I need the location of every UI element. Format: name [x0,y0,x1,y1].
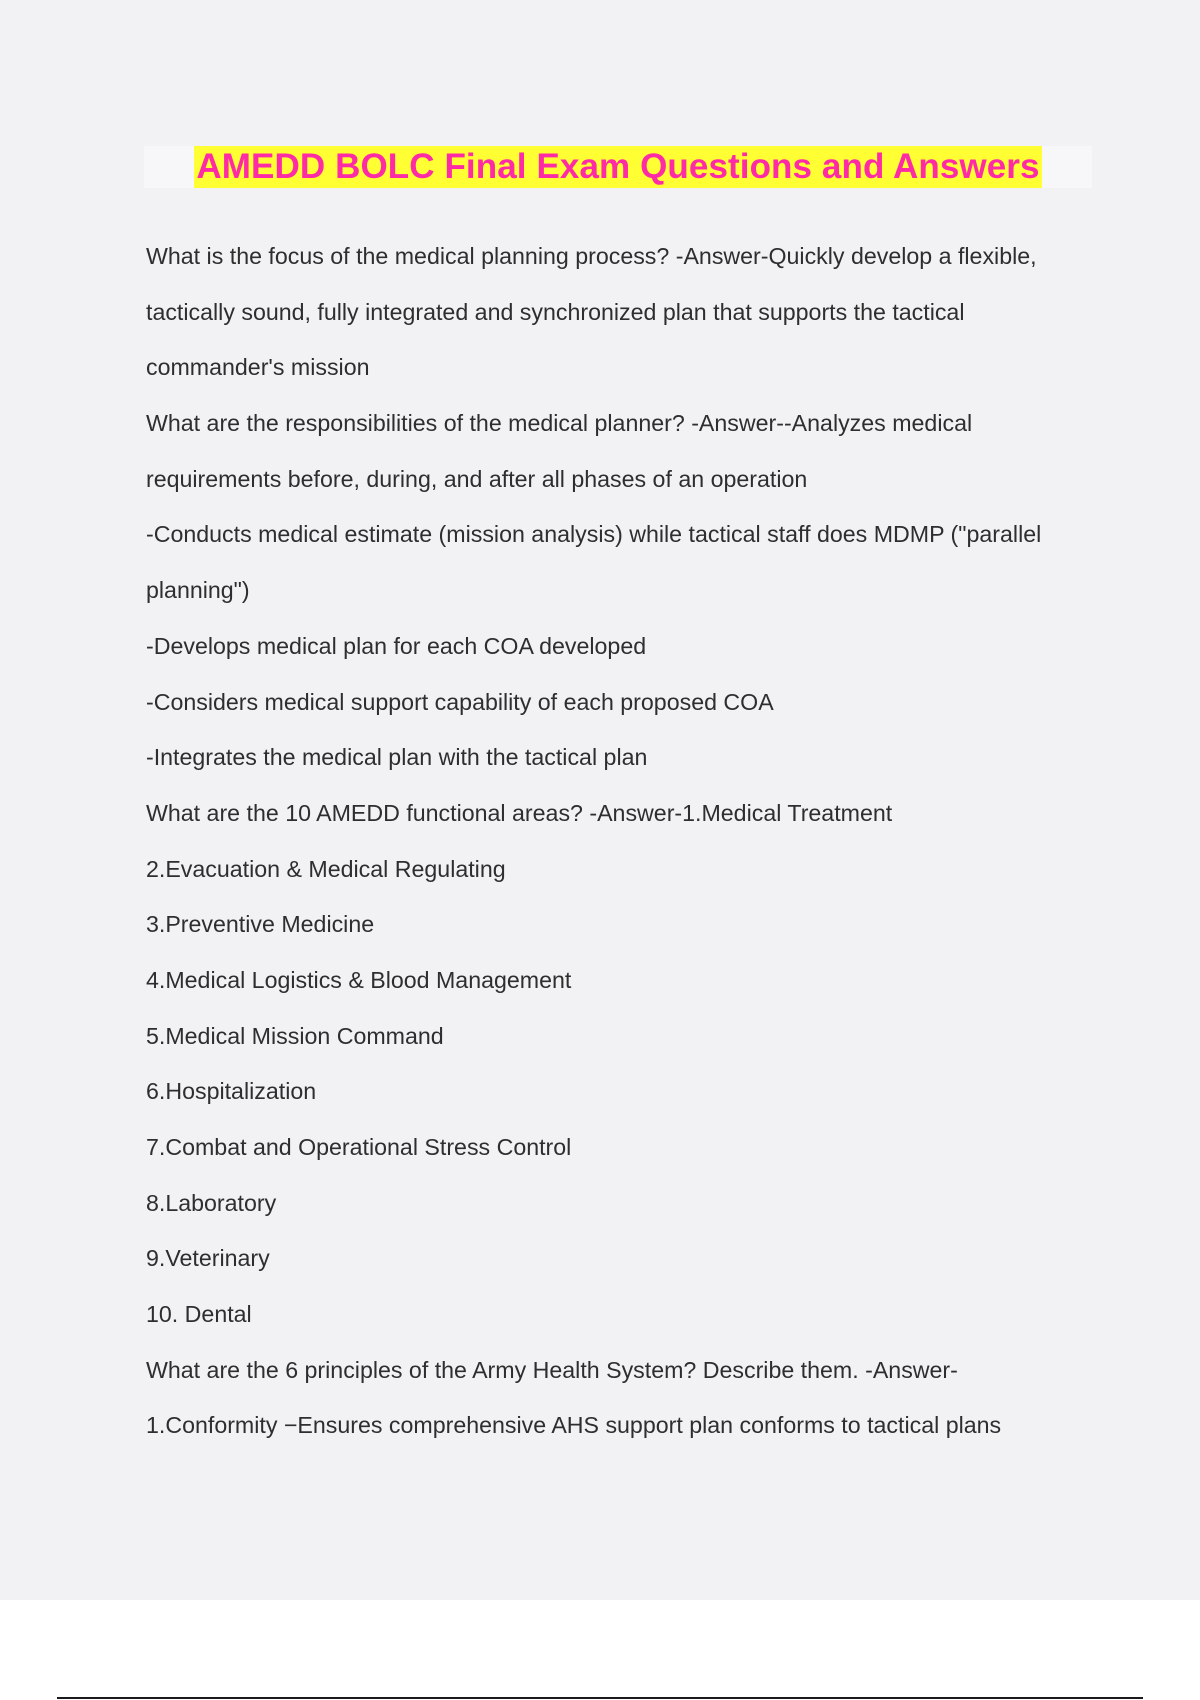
text-line-11: What are the 10 AMEDD functional areas? -Answer-1.Medical Treatment [146,799,893,826]
text-line-1: What is the focus of the medical planning process? -Answer-Quickly develop a flexible, [146,243,1037,269]
text-line-14: 4.Medical Logistics & Blood Management [146,966,572,993]
text-line-2: tactically sound, fully integrated and synchronized plan that supports the tactical [146,298,965,325]
text-line-21: What are the 6 principles of the Army Health System? Describe them. -Answer- [146,1356,958,1383]
text-line-17: 7.Combat and Operational Stress Control [146,1134,572,1160]
title-band [144,146,1092,188]
text-line-18: 8.Laboratory [146,1189,277,1216]
text-line-12: 2.Evacuation & Medical Regulating [146,855,506,882]
text-line-6: -Conducts medical estimate (mission analysis) while tactical staff does MDMP ("parallel [146,521,1042,548]
text-line-3: commander's mission [146,354,370,381]
text-line-7: planning") [146,577,250,604]
footer-divider [57,1697,1143,1699]
document-title: AMEDD BOLC Final Exam Questions and Answers [196,147,1040,186]
document-body [146,229,1086,1454]
text-line-22: 1.Conformity −Ensures comprehensive AHS support plan conforms to tactical plans [146,1412,1002,1439]
text-line-16: 6.Hospitalization [146,1078,317,1105]
text-line-15: 5.Medical Mission Command [146,1022,444,1049]
text-line-19: 9.Veterinary [146,1245,270,1272]
text-line-8: -Develops medical plan for each COA developed [146,632,647,659]
text-line-13: 3.Preventive Medicine [146,911,375,938]
text-line-5: requirements before, during, and after all phases of an operation [146,465,808,492]
text-line-10: -Integrates the medical plan with the tactical plan [146,744,648,771]
text-line-4: What are the responsibilities of the medical planner? -Answer--Analyzes medical [146,410,973,437]
text-line-9: -Considers medical support capability of each proposed COA [146,688,774,715]
text-line-20: 10. Dental [146,1301,252,1328]
